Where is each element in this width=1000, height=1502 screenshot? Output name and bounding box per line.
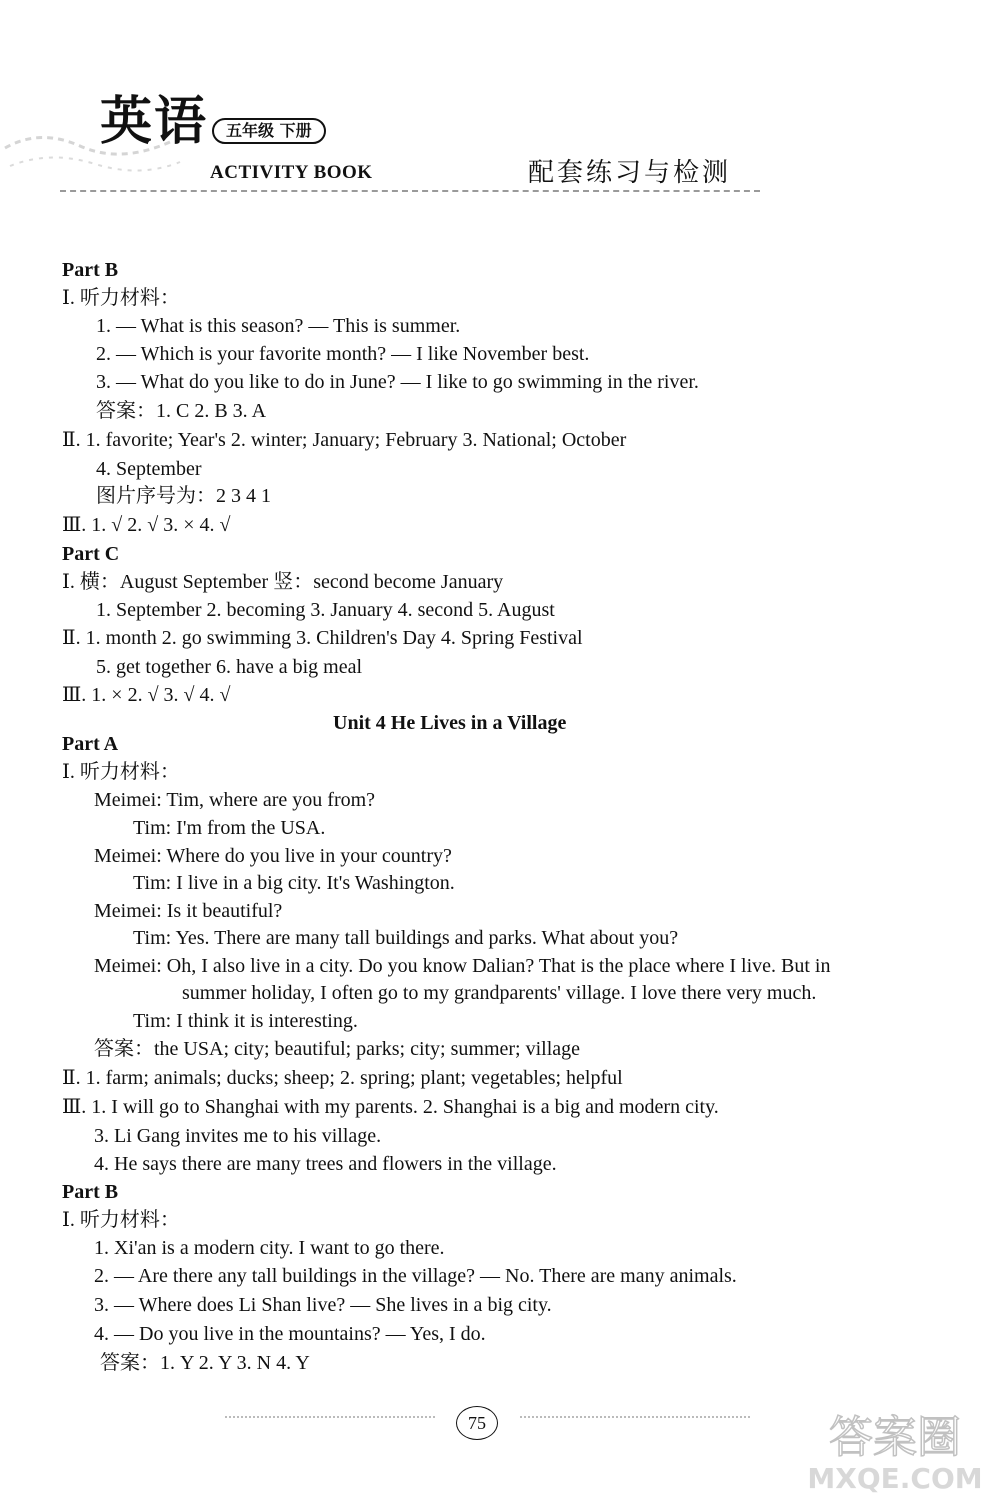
text-line: Ⅲ. 1. √ 2. √ 3. × 4. √	[62, 514, 231, 536]
text-line: 3. — Where does Li Shan live? — She lives in a big city.	[94, 1294, 552, 1316]
text-line: 1. — What is this season? — This is summer.	[96, 315, 461, 337]
text-line: 答案：1. Y 2. Y 3. N 4. Y	[100, 1352, 310, 1374]
section-heading: Unit 4 He Lives in a Village	[333, 712, 567, 734]
footer-decoration-left	[225, 1416, 435, 1428]
section-heading: Part A	[62, 733, 119, 755]
text-line: Meimei: Is it beautiful?	[94, 900, 283, 922]
text-line: Ⅰ. 听力材料：	[62, 287, 180, 309]
footer-decoration-right	[520, 1416, 750, 1428]
text-line: 2. — Are there any tall buildings in the village? — No. There are many animals.	[94, 1265, 737, 1287]
grade-badge: 五年级 下册	[212, 118, 326, 144]
text-line: 3. Li Gang invites me to his village.	[94, 1125, 382, 1147]
text-line: 5. get together 6. have a big meal	[96, 656, 363, 678]
text-line: Ⅲ. 1. I will go to Shanghai with my parents. 2. Shanghai is a big and modern city.	[62, 1096, 719, 1118]
book-title: 英语	[100, 92, 209, 152]
text-line: Meimei: Where do you live in your country?	[94, 845, 452, 867]
section-heading: Part B	[62, 259, 119, 281]
text-line: Ⅲ. 1. × 2. √ 3. √ 4. √	[62, 684, 231, 706]
text-line: Meimei: Tim, where are you from?	[94, 789, 376, 811]
text-line: Ⅰ. 横：August September 竖：second become January	[62, 571, 504, 593]
text-line: Tim: Yes. There are many tall buildings and parks. What about you?	[133, 927, 679, 949]
book-subtitle: 配套练习与检测	[528, 158, 732, 188]
text-line: 4. He says there are many trees and flowers in the village.	[94, 1153, 557, 1175]
text-line: 2. — Which is your favorite month? — I like November best.	[96, 343, 590, 365]
text-line: Ⅱ. 1. favorite; Year's 2. winter; January; February 3. National; October	[62, 429, 627, 451]
text-line: Ⅱ. 1. farm; animals; ducks; sheep; 2. spring; plant; vegetables; helpful	[62, 1067, 623, 1089]
text-line: summer holiday, I often go to my grandparents' village. I love there very much.	[182, 982, 817, 1004]
text-line: 4. — Do you live in the mountains? — Yes, I do.	[94, 1323, 486, 1345]
page-number: 75	[456, 1406, 498, 1440]
text-line: Ⅰ. 听力材料：	[62, 761, 180, 783]
text-line: 3. — What do you like to do in June? — I like to go swimming in the river.	[96, 371, 699, 393]
text-line: 4. September	[96, 458, 202, 480]
text-line: 1. September 2. becoming 3. January 4. second 5. August	[96, 599, 555, 621]
text-line: Tim: I think it is interesting.	[133, 1010, 358, 1032]
text-line: Tim: I live in a big city. It's Washington.	[133, 872, 455, 894]
text-line: 1. Xi'an is a modern city. I want to go there.	[94, 1237, 445, 1259]
svg-text:MXQE.COM: MXQE.COM	[807, 1462, 983, 1495]
header-divider	[60, 190, 760, 192]
svg-text:答案圈: 答案圈	[829, 1412, 961, 1463]
section-heading: Part B	[62, 1181, 119, 1203]
text-line: 答案：1. C 2. B 3. A	[96, 400, 267, 422]
text-line: Tim: I'm from the USA.	[133, 817, 326, 839]
section-heading: Part C	[62, 543, 120, 565]
text-line: 图片序号为：2 3 4 1	[96, 485, 271, 507]
text-line: Ⅰ. 听力材料：	[62, 1209, 180, 1231]
text-line: 答案：the USA; city; beautiful; parks; city; summer; village	[94, 1038, 581, 1060]
watermark-logo	[800, 1404, 990, 1496]
text-line: Meimei: Oh, I also live in a city. Do you know Dalian? That is the place where I live. But in	[94, 955, 831, 977]
activity-book-label: ACTIVITY BOOK	[210, 162, 373, 183]
text-line: Ⅱ. 1. month 2. go swimming 3. Children's Day 4. Spring Festival	[62, 627, 583, 649]
